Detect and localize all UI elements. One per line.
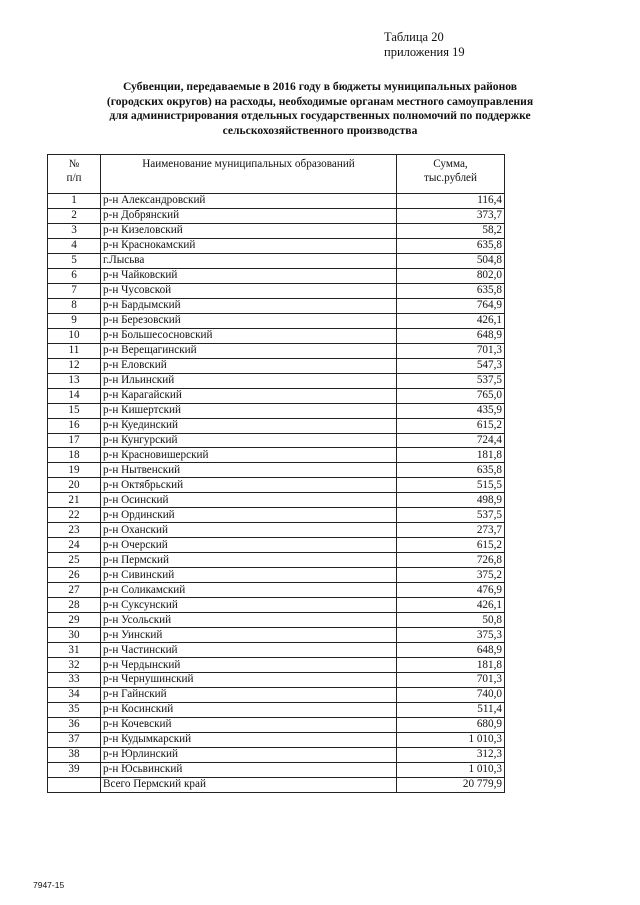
row-sum: 375,3: [397, 628, 505, 643]
row-number: 7: [48, 283, 101, 298]
table-row: [48, 658, 505, 673]
row-name: р-н Чусовской: [101, 283, 397, 298]
table-row: [48, 598, 505, 613]
subventions-table: [47, 154, 505, 793]
table-row: [48, 568, 505, 583]
row-name: р-н Чайковский: [101, 268, 397, 283]
row-sum: 635,8: [397, 463, 505, 478]
row-number: 18: [48, 448, 101, 463]
row-name: р-н Очерский: [101, 538, 397, 553]
row-name: р-н Юсьвинский: [101, 762, 397, 777]
row-number: 12: [48, 358, 101, 373]
row-name: р-н Чердынский: [101, 658, 397, 673]
table-row: [48, 583, 505, 598]
table-row: [48, 762, 505, 777]
table-row: [48, 628, 505, 643]
row-name: р-н Бардымский: [101, 298, 397, 313]
row-sum: 701,3: [397, 343, 505, 358]
header-name: Наименование муниципальных образований: [101, 155, 397, 194]
row-sum: 765,0: [397, 388, 505, 403]
row-sum: 680,9: [397, 717, 505, 732]
row-number: 25: [48, 553, 101, 568]
table-row: [48, 553, 505, 568]
total-sum: 20 779,9: [397, 777, 505, 792]
row-sum: 273,7: [397, 523, 505, 538]
row-name: р-н Краснокамский: [101, 238, 397, 253]
row-number: 14: [48, 388, 101, 403]
table-row: [48, 388, 505, 403]
row-sum: 511,4: [397, 702, 505, 717]
row-name: р-н Большесосновский: [101, 328, 397, 343]
row-number: 34: [48, 687, 101, 702]
row-name: р-н Кочевский: [101, 717, 397, 732]
document-code: 7947-15: [33, 880, 65, 890]
document-title: [40, 80, 600, 138]
row-sum: 116,4: [397, 194, 505, 209]
row-number: 28: [48, 598, 101, 613]
row-number: 1: [48, 194, 101, 209]
table-row: [48, 613, 505, 628]
table-row: [48, 448, 505, 463]
table-row: [48, 508, 505, 523]
row-number: 9: [48, 313, 101, 328]
row-number: 33: [48, 673, 101, 688]
title-line-2: (городских округов) на расходы, необходимые органам местного самоуправления: [106, 94, 534, 108]
row-name: р-н Красновишерский: [101, 448, 397, 463]
row-number: 36: [48, 717, 101, 732]
table-row: [48, 358, 505, 373]
table-row: [48, 313, 505, 328]
table-row: [48, 702, 505, 717]
header-sum-line-1: Сумма,: [433, 158, 468, 170]
table-row: [48, 343, 505, 358]
title-line-3: для администрирования отдельных государственных полномочий по поддержке: [109, 109, 531, 123]
header-sum-line-2: тыс.рублей: [423, 172, 477, 184]
row-number: 16: [48, 418, 101, 433]
row-number: 6: [48, 268, 101, 283]
table-row: [48, 463, 505, 478]
table-row: [48, 747, 505, 762]
row-number: 19: [48, 463, 101, 478]
row-name: р-н Кишертский: [101, 403, 397, 418]
row-number: 21: [48, 493, 101, 508]
row-name: р-н Добрянский: [101, 208, 397, 223]
row-number: 11: [48, 343, 101, 358]
row-name: р-н Оханский: [101, 523, 397, 538]
row-number: 30: [48, 628, 101, 643]
row-number: 15: [48, 403, 101, 418]
row-name: р-н Ординский: [101, 508, 397, 523]
table-header-row: [48, 155, 505, 194]
row-sum: 1 010,3: [397, 732, 505, 747]
row-sum: 1 010,3: [397, 762, 505, 777]
row-number: 22: [48, 508, 101, 523]
row-sum: 547,3: [397, 358, 505, 373]
table-row: [48, 253, 505, 268]
row-number: 5: [48, 253, 101, 268]
row-name: р-н Кунгурский: [101, 433, 397, 448]
row-name: р-н Чернушинский: [101, 673, 397, 688]
header-number-line-2: п/п: [66, 172, 82, 184]
table-row: [48, 223, 505, 238]
row-name: р-н Кудымкарский: [101, 732, 397, 747]
row-sum: 726,8: [397, 553, 505, 568]
table-row: [48, 403, 505, 418]
table-reference: [384, 30, 465, 60]
row-sum: 435,9: [397, 403, 505, 418]
row-number: 29: [48, 613, 101, 628]
row-number: 2: [48, 208, 101, 223]
row-number: 32: [48, 658, 101, 673]
table-row: [48, 687, 505, 702]
row-name: р-н Еловский: [101, 358, 397, 373]
row-sum: 181,8: [397, 658, 505, 673]
row-sum: 648,9: [397, 643, 505, 658]
row-sum: 764,9: [397, 298, 505, 313]
row-number: 10: [48, 328, 101, 343]
row-number: 3: [48, 223, 101, 238]
row-name: р-н Карагайский: [101, 388, 397, 403]
row-sum: 50,8: [397, 613, 505, 628]
row-sum: 58,2: [397, 223, 505, 238]
row-sum: 635,8: [397, 238, 505, 253]
row-name: р-н Сивинский: [101, 568, 397, 583]
row-sum: 740,0: [397, 687, 505, 702]
row-name: р-н Косинский: [101, 702, 397, 717]
table-row: [48, 283, 505, 298]
header-number: [48, 155, 101, 194]
row-sum: 498,9: [397, 493, 505, 508]
row-sum: 615,2: [397, 538, 505, 553]
title-line-1: Субвенции, передаваемые в 2016 году в бюджеты муниципальных районов: [122, 80, 518, 93]
table-row: [48, 717, 505, 732]
table-row: [48, 194, 505, 209]
row-sum: 724,4: [397, 433, 505, 448]
row-name: р-н Пермский: [101, 553, 397, 568]
row-number: 39: [48, 762, 101, 777]
table-row: [48, 238, 505, 253]
row-sum: 476,9: [397, 583, 505, 598]
row-number: 20: [48, 478, 101, 493]
row-number: 24: [48, 538, 101, 553]
table-row: [48, 673, 505, 688]
row-name: р-н Куединский: [101, 418, 397, 433]
row-sum: 537,5: [397, 508, 505, 523]
row-sum: 648,9: [397, 328, 505, 343]
row-name: р-н Ильинский: [101, 373, 397, 388]
appendix-number: приложения 19: [384, 45, 465, 59]
row-name: р-н Кизеловский: [101, 223, 397, 238]
table-row: [48, 418, 505, 433]
row-name: р-н Осинский: [101, 493, 397, 508]
table-row: [48, 732, 505, 747]
table-row: [48, 373, 505, 388]
row-number: 37: [48, 732, 101, 747]
table-row: [48, 538, 505, 553]
row-sum: 426,1: [397, 313, 505, 328]
row-number: 35: [48, 702, 101, 717]
row-sum: 375,2: [397, 568, 505, 583]
row-sum: 635,8: [397, 283, 505, 298]
row-name: р-н Суксунский: [101, 598, 397, 613]
total-row: [48, 777, 505, 792]
total-label: Всего Пермский край: [101, 777, 397, 792]
table-row: [48, 268, 505, 283]
row-name: р-н Гайнский: [101, 687, 397, 702]
row-sum: 615,2: [397, 418, 505, 433]
table-row: [48, 523, 505, 538]
table-row: [48, 298, 505, 313]
row-number: 4: [48, 238, 101, 253]
row-name: р-н Александровский: [101, 194, 397, 209]
row-number: 8: [48, 298, 101, 313]
row-number: 38: [48, 747, 101, 762]
total-number-cell: [48, 777, 101, 792]
row-name: р-н Октябрьский: [101, 478, 397, 493]
row-sum: 515,5: [397, 478, 505, 493]
row-name: р-н Нытвенский: [101, 463, 397, 478]
table-row: [48, 208, 505, 223]
row-number: 27: [48, 583, 101, 598]
row-sum: 181,8: [397, 448, 505, 463]
row-sum: 537,5: [397, 373, 505, 388]
row-sum: 701,3: [397, 673, 505, 688]
row-sum: 802,0: [397, 268, 505, 283]
table-row: [48, 493, 505, 508]
table-row: [48, 433, 505, 448]
row-sum: 373,7: [397, 208, 505, 223]
row-name: г.Лысьва: [101, 253, 397, 268]
row-number: 13: [48, 373, 101, 388]
table-row: [48, 478, 505, 493]
row-number: 23: [48, 523, 101, 538]
row-name: р-н Верещагинский: [101, 343, 397, 358]
header-sum: [397, 155, 505, 194]
row-name: р-н Частинский: [101, 643, 397, 658]
row-name: р-н Юрлинский: [101, 747, 397, 762]
title-line-4: сельскохозяйственного производства: [222, 123, 418, 137]
row-name: р-н Соликамский: [101, 583, 397, 598]
row-sum: 504,8: [397, 253, 505, 268]
row-name: р-н Березовский: [101, 313, 397, 328]
table-number: Таблица 20: [384, 30, 444, 44]
row-name: р-н Усольский: [101, 613, 397, 628]
row-sum: 426,1: [397, 598, 505, 613]
table-row: [48, 328, 505, 343]
row-number: 17: [48, 433, 101, 448]
row-number: 31: [48, 643, 101, 658]
row-name: р-н Уинский: [101, 628, 397, 643]
row-number: 26: [48, 568, 101, 583]
row-sum: 312,3: [397, 747, 505, 762]
header-number-line-1: №: [68, 158, 80, 170]
table-row: [48, 643, 505, 658]
